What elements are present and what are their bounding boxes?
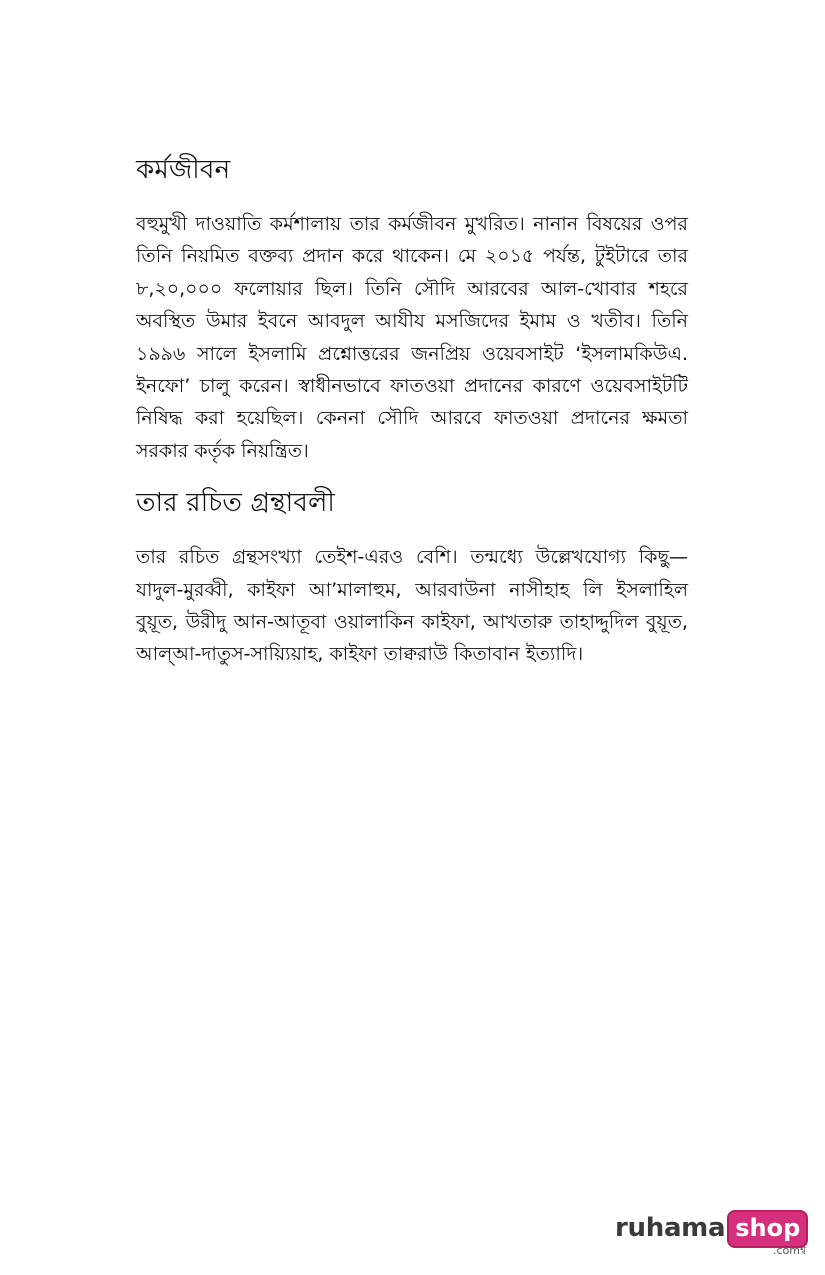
logo-brand-suffix: .comশ্ব [773, 1244, 807, 1257]
logo-brand-primary: ruhama [615, 1213, 726, 1243]
ruhamashop-logo [615, 1210, 808, 1262]
text-line: আল্আ-দাতুস-সায়্যিয়াহ, কাইফা তাক্বরাউ কিতাবান ইত্যাদি। [136, 643, 584, 666]
section-heading-books: তার রচিত গ্রন্থাবলী [136, 488, 336, 519]
text-line: বুয়ূত, উরীদু আন-আতূবা ওয়ালাকিন কাইফা, আখতারু তাহাদ্দুদিল বুয়ূত, [136, 611, 688, 634]
text-line: ইনফো’ চালু করেন। স্বাধীনভাবে ফাতওয়া প্রদানের কারণে ওয়েবসাইটটি [136, 375, 688, 398]
paragraph-career [136, 208, 688, 467]
paragraph-books [136, 541, 688, 671]
document-body [136, 150, 688, 687]
text-line: তিনি নিয়মিত বক্তব্য প্রদান করে থাকেন। মে ২০১৫ পর্যন্ত, টুইটারে তার [136, 245, 688, 268]
text-line: তার রচিত গ্রন্থসংখ্যা তেইশ-এরও বেশি। তন্মধ্যে উল্লেখযোগ্য কিছু— [136, 546, 688, 569]
text-line: ৮,২০,০০০ ফলোয়ার ছিল। তিনি সৌদি আরবের আল-খোবার শহরে [136, 277, 688, 300]
text-line: সরকার কর্তৃক নিয়ন্ত্রিত। [136, 439, 309, 462]
section-heading-career: কর্মজীবন [136, 155, 231, 185]
text-line: বহুমুখী দাওয়াতি কর্মশালায় তার কর্মজীবন মুখরিত। নানান বিষয়ের ওপর [136, 213, 688, 235]
text-line: নিষিদ্ধ করা হয়েছিল। কেননা সৌদি আরবে ফাতওয়া প্রদানের ক্ষমতা [136, 407, 688, 430]
logo-brand-highlight: shop [727, 1210, 808, 1248]
text-line: অবস্থিত উমার ইবনে আবদুল আযীয মসজিদের ইমাম ও খতীব। তিনি [136, 310, 688, 333]
logo-shop-badge [727, 1210, 808, 1257]
text-line: ১৯৯৬ সালে ইসলামি প্রশ্নোত্তরের জনপ্রিয় ওয়েবসাইট ‘ইসলামকিউএ. [136, 342, 688, 365]
text-line: যাদুল-মুরব্বী, কাইফা আ’মালাহুম, আরবাউনা নাসীহাহ লি ইসলাহিল [136, 578, 688, 601]
